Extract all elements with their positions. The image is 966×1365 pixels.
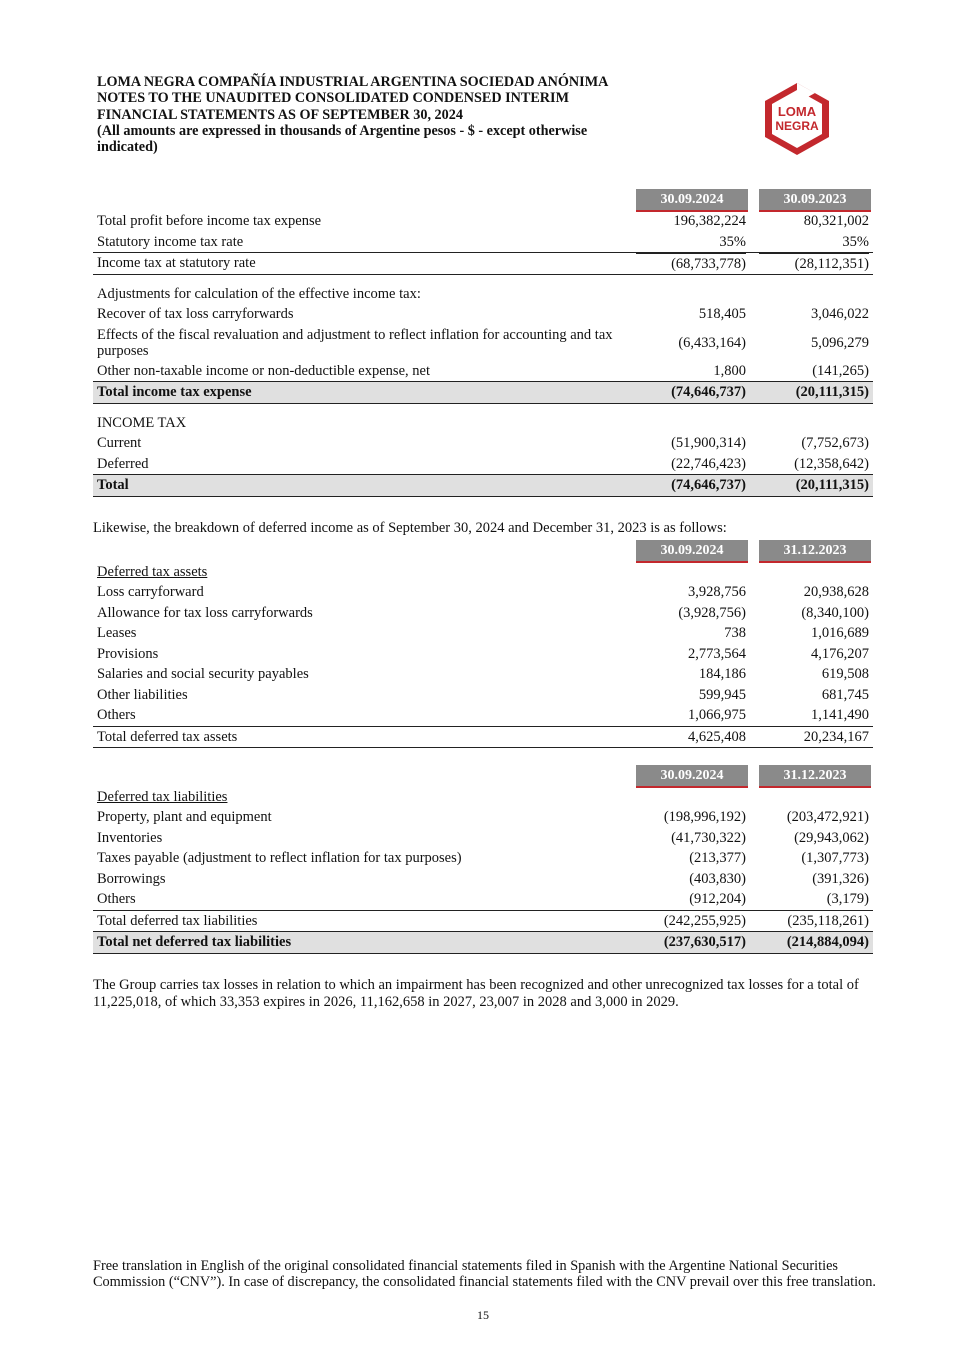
- total-net-deferred-tax-liabilities-row: Total net deferred tax liabilities (237,630,517) (214,884,094): [93, 932, 873, 954]
- section-heading: Deferred tax assets: [97, 564, 208, 580]
- translation-disclaimer: Free translation in English of the original consolidated financial statements filed in Spanish with the Argentine National Securities Commission (“CNV”). In case of discrepancy, the consolidated financial statements filed with the CNV prevail over this free translation.: [93, 1258, 876, 1290]
- total-income-tax-expense-row: Total income tax expense (74,646,737) (20,111,315): [93, 381, 873, 404]
- column-header-2024: 30.09.2024: [636, 765, 748, 788]
- total-deferred-tax-assets-row: Total deferred tax assets 4,625,408 20,234,167: [93, 726, 873, 749]
- table-row: Effects of the fiscal revaluation and adjustment to reflect inflation for accounting and tax purposes (6,433,164) 5,096,279: [97, 326, 869, 359]
- table-row: Borrowings (403,830) (391,326): [97, 870, 869, 887]
- total-deferred-tax-liabilities-row: Total deferred tax liabilities (242,255,925) (235,118,261): [93, 910, 873, 933]
- page-number: 15: [477, 1308, 489, 1322]
- table-row: Recover of tax loss carryforwards 518,405 3,046,022: [97, 306, 869, 322]
- logo-text-2: NEGRA: [775, 119, 819, 133]
- table-row: Property, plant and equipment (198,996,192) (203,472,921): [97, 809, 869, 825]
- column-header-2024: 30.09.2024: [636, 189, 748, 212]
- tax-losses-paragraph: The Group carries tax losses in relation to which an impairment has been recognized and other unrecognized tax losses for a total of 11,225,018, of which 33,353 expires in 2026, 11,162,658 in 2027, 23,007 in 2028 and 3,000 in 2029.: [93, 977, 859, 1010]
- header-line-4: (All amounts are expressed in thousands of Argentine pesos - $ - except otherwise: [97, 122, 588, 139]
- table-row: Statutory income tax rate 35% 35%: [97, 233, 869, 250]
- deferred-tax-assets-table: [93, 540, 873, 748]
- table-row: Allowance for tax loss carryforwards (3,928,756) (8,340,100): [97, 604, 869, 621]
- column-header-2023: 30.09.2023: [759, 189, 871, 212]
- table-row: Leases 738 1,016,689: [97, 625, 869, 641]
- logo-text-1: LOMA: [777, 104, 817, 119]
- table-row: Other non-taxable income or non-deductible expense, net 1,800 (141,265): [97, 362, 869, 379]
- table-row: Current (51,900,314) (7,752,673): [97, 435, 869, 451]
- deferred-tax-liabilities-table: [93, 765, 873, 954]
- income-tax-reconciliation-table: [93, 189, 873, 497]
- table-row: INCOME TAX: [97, 414, 187, 431]
- loma-negra-logo: [759, 81, 835, 157]
- header-line-2: NOTES TO THE UNAUDITED CONSOLIDATED CONDENSED INTERIM: [97, 90, 569, 107]
- table-row: Salaries and social security payables 184,186 619,508: [97, 666, 869, 682]
- table-header: [93, 189, 873, 211]
- table-row: Adjustments for calculation of the effective income tax:: [97, 285, 421, 302]
- table-row: Deferred (22,746,423) (12,358,642): [97, 455, 869, 472]
- intro-paragraph: Likewise, the breakdown of deferred income as of September 30, 2024 and December 31, 2023 is as follows:: [93, 520, 727, 536]
- table-row: Other liabilities 599,945 681,745: [97, 686, 869, 703]
- column-header-2023: 31.12.2023: [759, 765, 871, 788]
- table-header: [93, 765, 873, 787]
- table-row: Others (912,204) (3,179): [97, 891, 869, 907]
- document-header: [97, 74, 717, 155]
- table-row: Income tax at statutory rate (68,733,778) (28,112,351): [93, 252, 873, 275]
- table-row: Taxes payable (adjustment to reflect inflation for tax purposes) (213,377) (1,307,773): [97, 850, 869, 866]
- table-header: [93, 540, 873, 562]
- section-heading: Deferred tax liabilities: [97, 789, 228, 805]
- total-row: Total (74,646,737) (20,111,315): [93, 474, 873, 497]
- company-name: LOMA NEGRA COMPAÑÍA INDUSTRIAL ARGENTINA SOCIEDAD ANÓNIMA: [97, 74, 609, 90]
- table-row: Provisions 2,773,564 4,176,207: [97, 645, 869, 662]
- header-line-3: FINANCIAL STATEMENTS AS OF SEPTEMBER 30, 2024: [97, 106, 463, 123]
- table-row: Inventories (41,730,322) (29,943,062): [97, 829, 869, 846]
- column-header-2023: 31.12.2023: [759, 540, 871, 563]
- table-row: Total profit before income tax expense 196,382,224 80,321,002: [97, 213, 869, 229]
- column-header-2024: 30.09.2024: [636, 540, 748, 563]
- table-row: Loss carryforward 3,928,756 20,938,628: [97, 584, 869, 600]
- header-line-5: indicated): [97, 139, 158, 156]
- table-row: Others 1,066,975 1,141,490: [97, 707, 869, 723]
